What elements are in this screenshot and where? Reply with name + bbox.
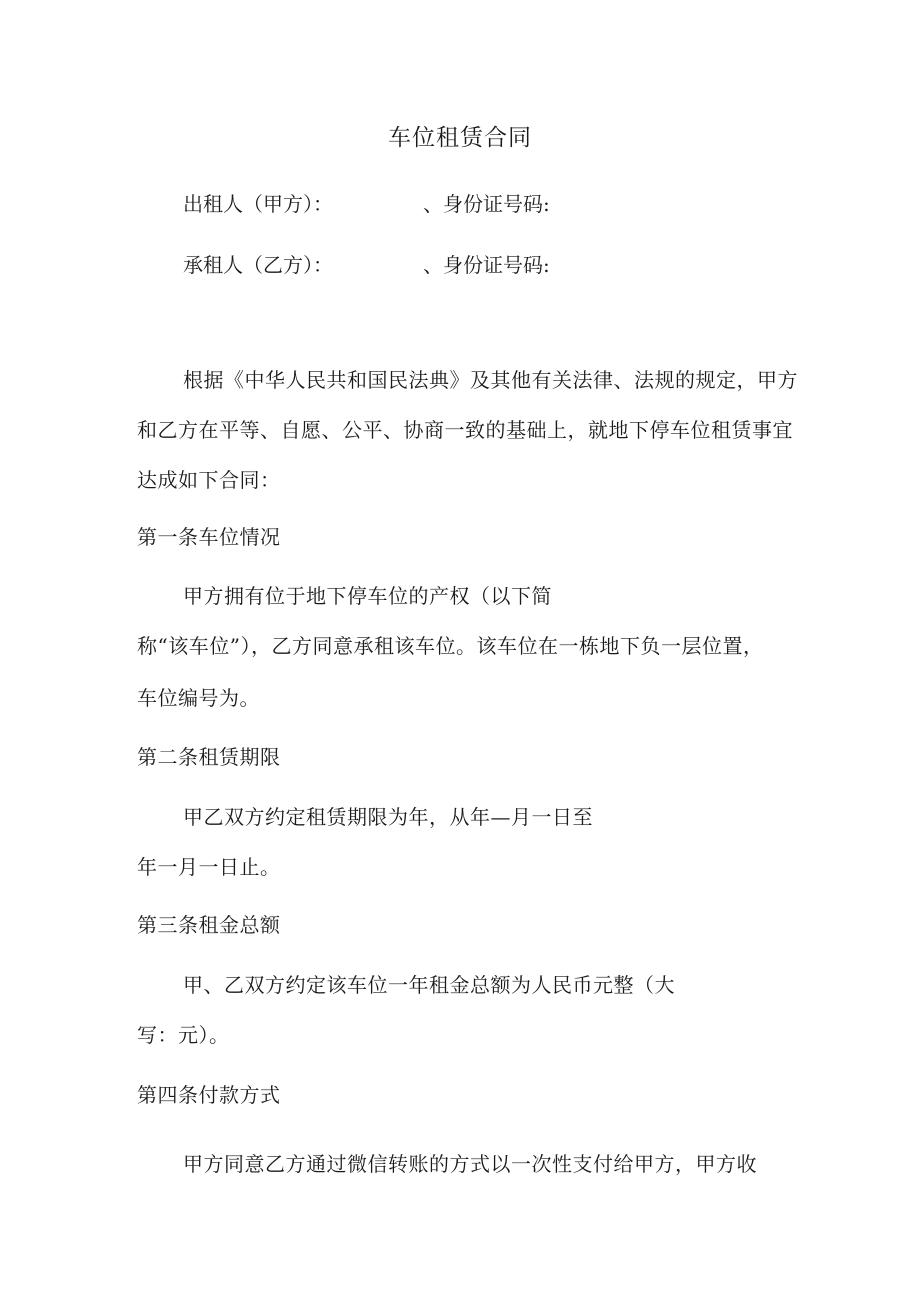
section-heading: 第二条租赁期限: [137, 745, 281, 769]
section-heading: 第一条车位情况: [137, 525, 281, 549]
section-line: 年一月一日止。: [137, 855, 281, 879]
section-line: 甲、乙双方约定该车位一年租金总额为人民币元整（大: [183, 973, 675, 997]
section-heading: 第三条租金总额: [137, 913, 281, 937]
intro-line: 达成如下合同：: [137, 468, 281, 492]
lessee-id-label: 、身份证号码:: [423, 253, 550, 277]
section-line: 甲方同意乙方通过微信转账的方式以一次性支付给甲方，甲方收: [183, 1152, 757, 1176]
lessor-label: 出租人（甲方）：: [183, 192, 333, 216]
intro-line: 和乙方在平等、自愿、公平、协商一致的基础上，就地下停车位租赁事宜: [137, 418, 793, 442]
section-line: 写：元）。: [137, 1023, 230, 1047]
document-title: 车位租赁合同: [388, 125, 532, 151]
intro-line: 根据《中华人民共和国民法典》及其他有关法律、法规的规定，甲方: [183, 368, 798, 392]
section-line: 甲方拥有位于地下停车位的产权（以下简: [183, 584, 552, 608]
lessee-label: 承租人（乙方）：: [183, 253, 333, 277]
section-line: 称“该车位”），乙方同意承租该车位。该车位在一栋地下负一层位置，: [137, 634, 764, 658]
section-heading: 第四条付款方式: [137, 1083, 281, 1107]
lessor-id-label: 、身份证号码:: [423, 192, 550, 216]
section-line: 车位编号为。: [137, 686, 260, 710]
section-line: 甲乙双方约定租赁期限为年，从年—月一日至: [183, 805, 593, 829]
